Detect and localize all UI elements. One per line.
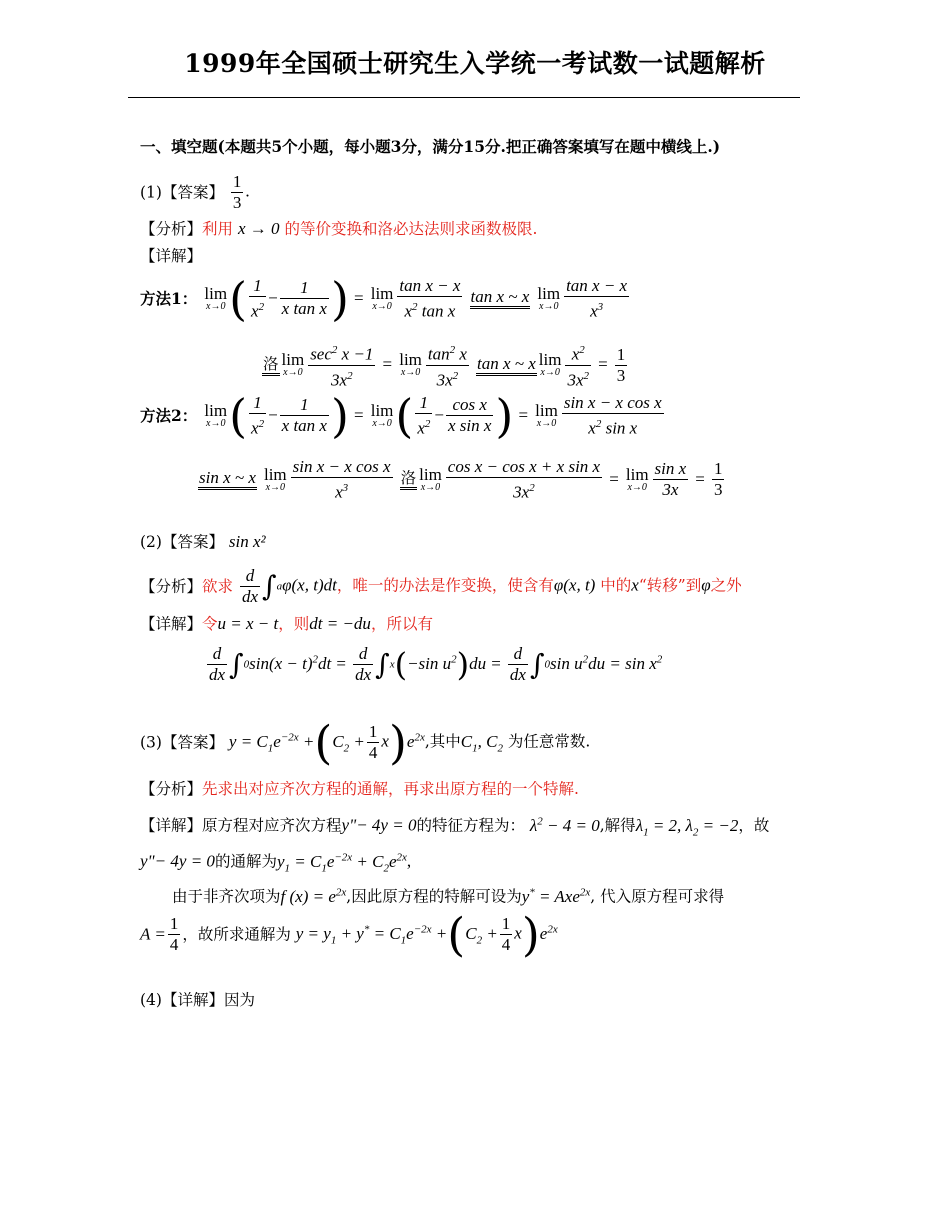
title-divider <box>128 97 800 98</box>
q3-label: (3)【答案】 <box>140 733 224 752</box>
q4-detail-label: (4)【详解】因为 <box>140 991 255 1009</box>
q2-analysis-c: 中的 <box>600 576 632 595</box>
q3-detail3-b: ,因此原方程的特解可设为 <box>346 887 522 906</box>
detail-label: 【详解】 <box>140 615 203 633</box>
lhopital-mark: 洛 <box>262 355 280 376</box>
analysis-label: 【分析】 <box>140 220 203 238</box>
q3-detail-line2: y"− 4y = 0的通解为$y_1 = C_1e^{-2x} + C_2e^{2x}$, <box>140 851 412 875</box>
q1-method1-line2: 洛 lim x→0 $\frac{\sec^2 x -1}{3x^2}$ = lim x→0 $\frac{\tan^2 x}{3x^2}$ tan x ~ x lim x→0 $\frac{x^2}{3x^2}$ = $\frac{1}{3}$ <box>262 340 629 390</box>
q1-detail-label: 【详解】 <box>140 247 203 265</box>
q1-method2-line1: 方法2： lim x→0 ( $\frac{1}{x^2}$ − $\frac{1}{\text{x tan x}}$ ) = lim x→0 ( $\frac{1}{x^2}$ − $\frac{\text{cos x}}{\text{x sin x}}$ ) = lim x→0 $\frac{\text{sin x − x cos x}}{x^2 \sin x}$ <box>140 388 662 443</box>
q1-label: (1)【答案】 <box>140 183 224 202</box>
q3-detail3-c: , 代入原方程可求得 <box>590 887 725 906</box>
q3-detail-line4: A = $\frac{1}{4}$ ，故所求通解为 $y = y_1 + y^* = C_1e^{-2x} +(C_2$ + $\frac{1}{4}$ $x)e^{2x}$ <box>140 907 558 962</box>
lhopital-mark: 洛 <box>400 469 418 490</box>
q2-label: (2)【答案】 <box>140 533 224 551</box>
method2-label: 方法2： <box>140 405 198 425</box>
q3-answer-a: ,其中 <box>424 732 461 751</box>
page-title: 1999年全国硕士研究生入学统一考试数一试题解析 <box>184 49 766 78</box>
q3-detail4-b: ，故所求通解为 <box>182 925 291 944</box>
q2-answer-line <box>140 532 266 552</box>
q2-derivation: $\frac{d}{dx}$ $\int 0\sin(x - t)^2dt$ = $\frac{d}{dx}$ ∫x(−sin $u^2)du$ = $\frac{d}{dx}$ ∫0sin $u^2du = \sin x^2$ <box>209 644 663 684</box>
q2-analysis-e: 之外 <box>710 576 742 595</box>
q2-detail-line: 【详解】令u = x − t，则dt = −du，所以有 <box>140 614 433 633</box>
q1-analysis <box>140 219 537 239</box>
q2-analysis: 【分析】欲求 $\frac{d}{dx}$ ∫aφ(x, t)dt，唯一的办法是作变换，使含有φ(x, t) 中的x“转移”到φ之外 <box>140 566 742 606</box>
q1-analysis-text-b: 的等价变换和洛必达法则求函数极限. <box>284 220 538 238</box>
q3-detail-line1: 【详解】原方程对应齐次方程y"− 4y = 0的特征方程为： $\lambda^2 - 4 = 0$,解得$\lambda_1 = 2$, $\lambda_2 = -2$，故 <box>140 815 770 839</box>
q2-analysis-a: 欲求 <box>202 577 234 596</box>
q3-answer-b: 为任意常数. <box>507 732 591 751</box>
q3-detail2-b: 的通解为 <box>214 852 277 871</box>
q1-method2-line2: sin x ~ x lim x→0 $\frac{\text{sin x − x cos x}}{x^3}$ 洛 lim x→0 $\frac{\text{cos x − cos x + x sin x}}{3x^2}$ = lim x→0 $\frac{\text{sin x}}{3x}$ = $\frac{1}{3}$ <box>199 457 723 502</box>
q3-detail1-b: 的特征方程为： <box>416 816 525 835</box>
q3-detail1-d: ，故 <box>738 816 770 835</box>
q3-analysis-text: 先求出对应齐次方程的通解，再求出原方程的一个特解. <box>202 780 579 798</box>
q2-detail-a: 令 <box>202 615 218 633</box>
q1-method1-line1: 方法1： lim x→0 ( $\frac{1}{x^2}$ − $\frac{1}{\text{x tan x}}$ ) = lim x→0 $\frac{\text{tan x − x}}{x^2 \tan x}$ tan x ~ x lim x→0 $\frac{\text{tan x − x}}{x^3}$ <box>140 271 628 326</box>
q2-detail-c: ，所以有 <box>370 615 433 633</box>
q3-detail1-a: 原方程对应齐次方程 <box>202 816 342 835</box>
q3-detail1-c: ,解得 <box>599 816 636 835</box>
analysis-label: 【分析】 <box>140 577 203 596</box>
q1-answer-line: (1)【答案】 $\frac{1}{3}$ . <box>140 172 250 212</box>
q3-answer-line: (3)【答案】 $y = C_1e^{-2x} +(C_2$ + $\frac{1}{4}$ $x)e^{2x}$,其中$C_1$, $C_2$ 为任意常数. <box>140 715 591 770</box>
q3-analysis <box>140 779 579 799</box>
q3-detail3-a: 由于非齐次项为 <box>172 887 281 906</box>
q3-detail-line3: 由于非齐次项为f $(x) = e^{2x}$,因此原方程的特解可设为y* = Axe$^{2x}$, 代入原方程可求得 <box>172 886 725 906</box>
method1-label: 方法1： <box>140 288 198 308</box>
q1-analysis-text-a: 利用 <box>202 220 234 238</box>
q1-analysis-math: x → 0 <box>237 219 280 238</box>
q2-answer: sin x² <box>228 532 266 551</box>
q2-detail-b: ，则 <box>278 615 310 633</box>
q2-analysis-d: “转移”到 <box>638 576 702 595</box>
detail-label: 【详解】 <box>140 816 203 835</box>
q1-answer: $\frac{1}{3}$ <box>232 172 242 212</box>
section-heading: 一、填空题(本题共5个小题，每小题3分，满分15分.把正确答案填写在题中横线上.) <box>140 137 721 156</box>
analysis-label: 【分析】 <box>140 780 203 798</box>
q2-analysis-b: ，唯一的办法是作变换，使含有 <box>336 576 554 595</box>
